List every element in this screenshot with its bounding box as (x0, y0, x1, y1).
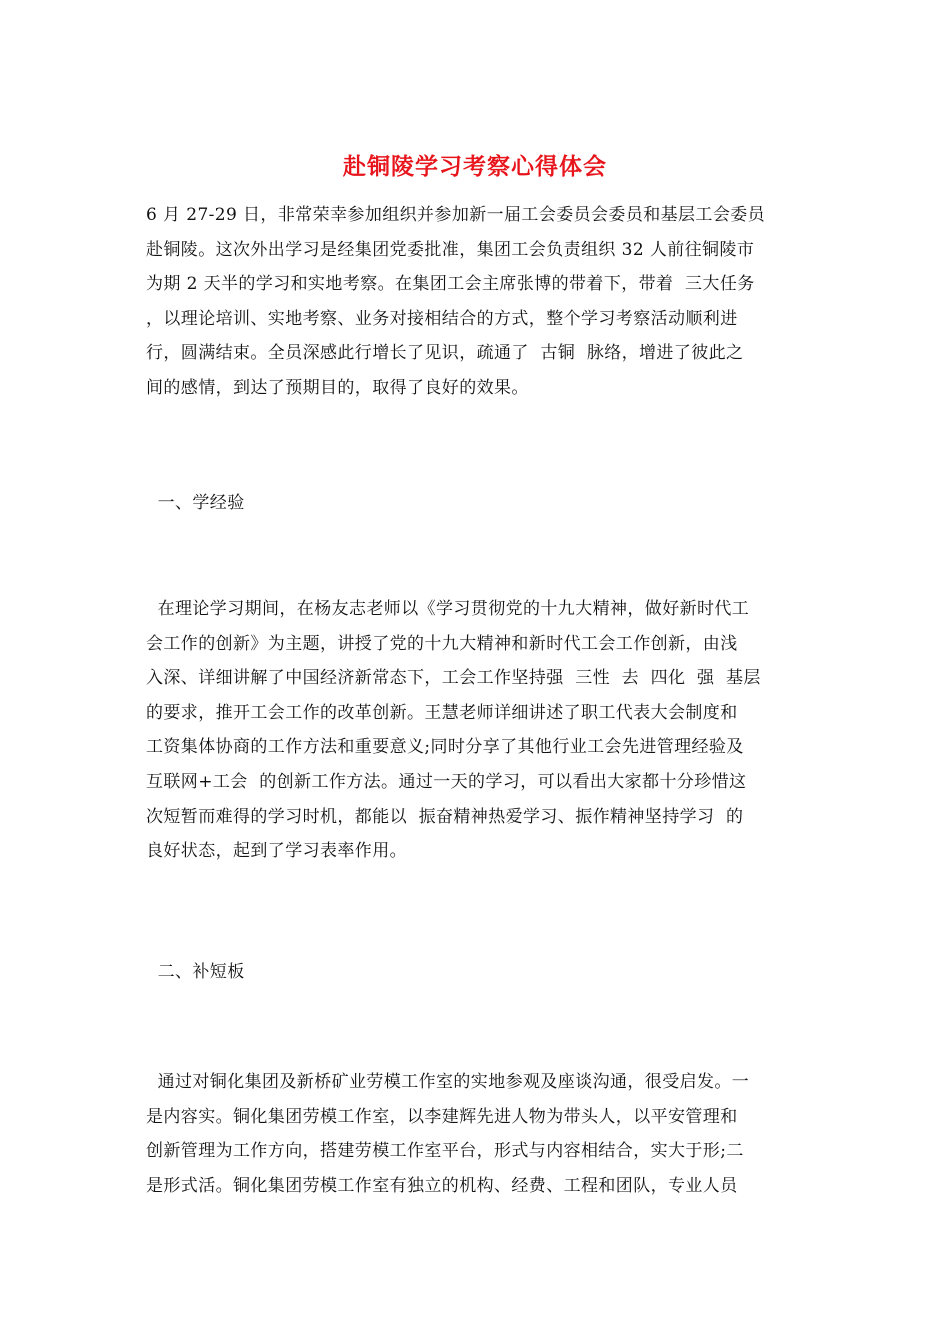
paragraph-line: 互联网+工会 的创新工作方法。通过一天的学习，可以看出大家都十分珍惜这 (146, 771, 747, 792)
paragraph-line: 工资集体协商的工作方法和重要意义;同时分享了其他行业工会先进管理经验及 (146, 737, 744, 758)
paragraph-line: 为期 2 天半的学习和实地考察。在集团工会主席张博的带着下，带着 三大任务 (146, 274, 755, 295)
paragraph-line: 6 月 27-29 日，非常荣幸参加组织并参加新一届工会委员会委员和基层工会委员 (146, 205, 766, 225)
paragraph-line: 行，圆满结束。全员深感此行增长了见识，疏通了 古铜 脉络，增进了彼此之 (146, 343, 744, 364)
section-heading: 一、学经验 (146, 493, 245, 513)
paragraph-line: 入深、详细讲解了中国经济新常态下，工会工作坚持强 三性 去 四化 强 基层 (146, 668, 761, 689)
paragraph-line: 是内容实。铜化集团劳模工作室，以李建辉先进人物为带头人，以平安管理和 (146, 1106, 738, 1127)
paragraph-line: 次短暂而难得的学习时机，都能以 振奋精神热爱学习、振作精神坚持学习 的 (146, 806, 744, 827)
section-heading-2 (146, 955, 808, 990)
paragraph-line: 是形式活。铜化集团劳模工作室有独立的机构、经费、工程和团队，专业人员 (146, 1175, 738, 1196)
paragraph-line: 的要求，推开工会工作的改革创新。王慧老师详细讲述了职工代表大会制度和 (146, 702, 738, 723)
paragraph-line: 赴铜陵。这次外出学习是经集团党委批准，集团工会负责组织 32 人前往铜陵市 (146, 239, 755, 260)
paragraph-line: 良好状态，起到了学习表率作用。 (146, 841, 407, 862)
paragraph-section-2 (146, 1065, 808, 1203)
section-heading: 二、补短板 (146, 962, 245, 982)
paragraph-line: 间的感情，到达了预期目的，取得了良好的效果。 (146, 377, 529, 398)
paragraph-line: 在理论学习期间，在杨友志老师以《学习贯彻党的十九大精神，做好新时代工 (146, 599, 750, 619)
paragraph-intro (146, 198, 808, 406)
document-title: 赴铜陵学习考察心得体会 (343, 153, 607, 180)
paragraph-line: 通过对铜化集团及新桥矿业劳模工作室的实地参观及座谈沟通，很受启发。一 (146, 1072, 750, 1092)
paragraph-section-1 (146, 592, 808, 869)
section-heading-1 (146, 486, 808, 521)
paragraph-line: 创新管理为工作方向，搭建劳模工作室平台，形式与内容相结合，实大于形;二 (146, 1141, 744, 1162)
paragraph-line: ，以理论培训、实地考察、业务对接相结合的方式，整个学习考察活动顺利进 (146, 308, 738, 329)
paragraph-line: 会工作的创新》为主题，讲授了党的十九大精神和新时代工会工作创新，由浅 (146, 633, 738, 654)
